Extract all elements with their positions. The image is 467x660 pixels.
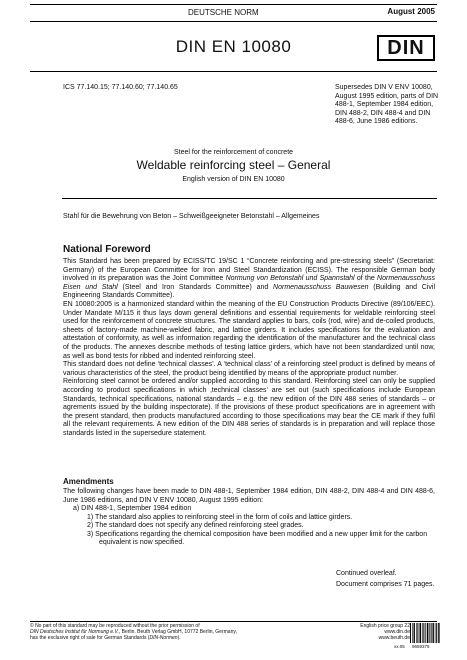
amendment-a: a) DIN 488-1, September 1984 edition (73, 505, 192, 512)
continuation-note (336, 568, 434, 590)
amendment-item: 3) Specifications regarding the chemical composition have been modified and a new upper limit for the carbon equivalent is now specified. (87, 530, 428, 547)
ics-codes: ICS 77.140.15; 77.140.60; 77.140.65 (63, 84, 178, 91)
footer-rule (30, 621, 437, 622)
price-group: English price group 22 (360, 623, 410, 629)
din-logo: DIN (377, 35, 435, 61)
title-block-rule (62, 198, 437, 199)
foreword-paragraph-4: Reinforcing steel cannot be ordered and/or supplied according to this standard. Reinforcing steel can only be supplied according to product specifications in which ‚technical classes‘ are set out (such specifications include European Standards, technical specifications, national standards – e.g. the new edition of the DIN 488 series of standards – or agrements issued by the building inspectorate). If the provisions of these product specifications are in agreement with the present standard, then products manufactured according to those specifications may bear the CE mark if they fulfil all the relevant requirements. A new edition of the DIN 488 series of standards is in preparation and will replace those standards listed in the supersedure statement. (63, 378, 435, 437)
foreword-paragraph-3: This standard does not define ‘technical classes’. A ‘technical class’ of a reinforcing steel product is defined by means of various characteristics of the steel, the product being identified by means of the appropriate product number. (63, 361, 435, 377)
continued-overleaf: Continued overleaf. (336, 570, 397, 577)
amendments-list (63, 505, 435, 548)
amendments-heading: Amendments (63, 477, 114, 486)
document-subtitle: Steel for the reinforcement of concrete (173, 149, 294, 156)
header-date: August 2005 (387, 7, 435, 16)
header-top-rule (30, 4, 437, 5)
price-and-urls (330, 623, 410, 642)
header-rule (30, 21, 437, 22)
amendments-intro: The following changes have been made to DIN 488-1, September 1984 edition, DIN 488-2, DIN 488-4 and DIN 488-6, June 1986 editions, and DIN V ENV 10080, August 1995 edition: (63, 488, 435, 504)
national-foreword-heading: National Foreword (63, 244, 151, 255)
edition-code: xx.05 (394, 644, 405, 649)
beuth-url: www.beuth.de (378, 635, 410, 642)
amendment-item: 2) The standard does not specify any defined reinforcing steel grades. (87, 522, 304, 530)
barcode-icon (410, 623, 440, 643)
din-url: www.din.de (384, 629, 410, 636)
document-number: DIN EN 10080 (175, 37, 292, 56)
german-title: Stahl für die Bewehrung von Beton – Schweißgeeigneter Betonstahl – Allgemeines (63, 213, 320, 220)
document-code: 9659375 (412, 644, 430, 649)
foreword-paragraph-2: EN 10080:2005 is a harmonized standard within the meaning of the EU Construction Products Directive (89/106/EEC). Under Mandate M/115 it thus lays down general definitions and essential requirements for weldable reinforcing steel used for the reinforcement of concrete structures. The standard applies to bars, coils (rod, wire) and de-coiled products, sheets of factory-made machine-welded fabric, and lattice girders. It includes specifications for the evaluation and attestation of conformity, as well as information regarding the identification of the manufacturer and the technical class of the products. The annexes describe methods of testing lattice girders, which have not been standardized until now, as well as bond tests for ribbed and indented reinforcing steel. (63, 300, 435, 360)
copyright-notice: © No part of this standard may be reproduced without the prior permission of DIN Deutsches Institut für Normung e.V., Berlin. Beuth Verlag GmbH, 10772 Berlin, Germany, has the exclusive right of sale for German Standards (DIN-Normen). (30, 623, 237, 642)
foreword-body (63, 258, 435, 438)
title-rule (30, 71, 437, 72)
english-version-note: English version of DIN EN 10080 (182, 176, 285, 183)
supersedes-note: Supersedes DIN V ENV 10080, August 1995 edition, parts of DIN 488-1, September 1984 edition, DIN 488-2, DIN 488-4 and DIN 488-6, June 1986 editions. (335, 84, 439, 125)
document-title: Weldable reinforcing steel – General (136, 158, 331, 172)
amendment-item: 1) The standard also applies to reinforcing steel in the form of coils and lattice girders. (87, 513, 353, 521)
foreword-paragraph-1: This Standard has been prepared by ECISS/TC 19/SC 1 “Concrete reinforcing and pre-stressing steels” (Secretariat: Germany) of the European Committee for Iron and Steel Standardization (ECISS). The responsible German body involved in its preparation was the Joint Committee Normung von Betonstahl und Spannstahl of the Normenausschuss Eisen und Stahl (Steel and Iron Standards Committee) and Normenausschuss Bauwesen (Building and Civil Engineering Standards Committee). (63, 258, 436, 300)
norm-label: DEUTSCHE NORM (188, 8, 259, 17)
page-count: Document comprises 71 pages. (336, 581, 435, 588)
